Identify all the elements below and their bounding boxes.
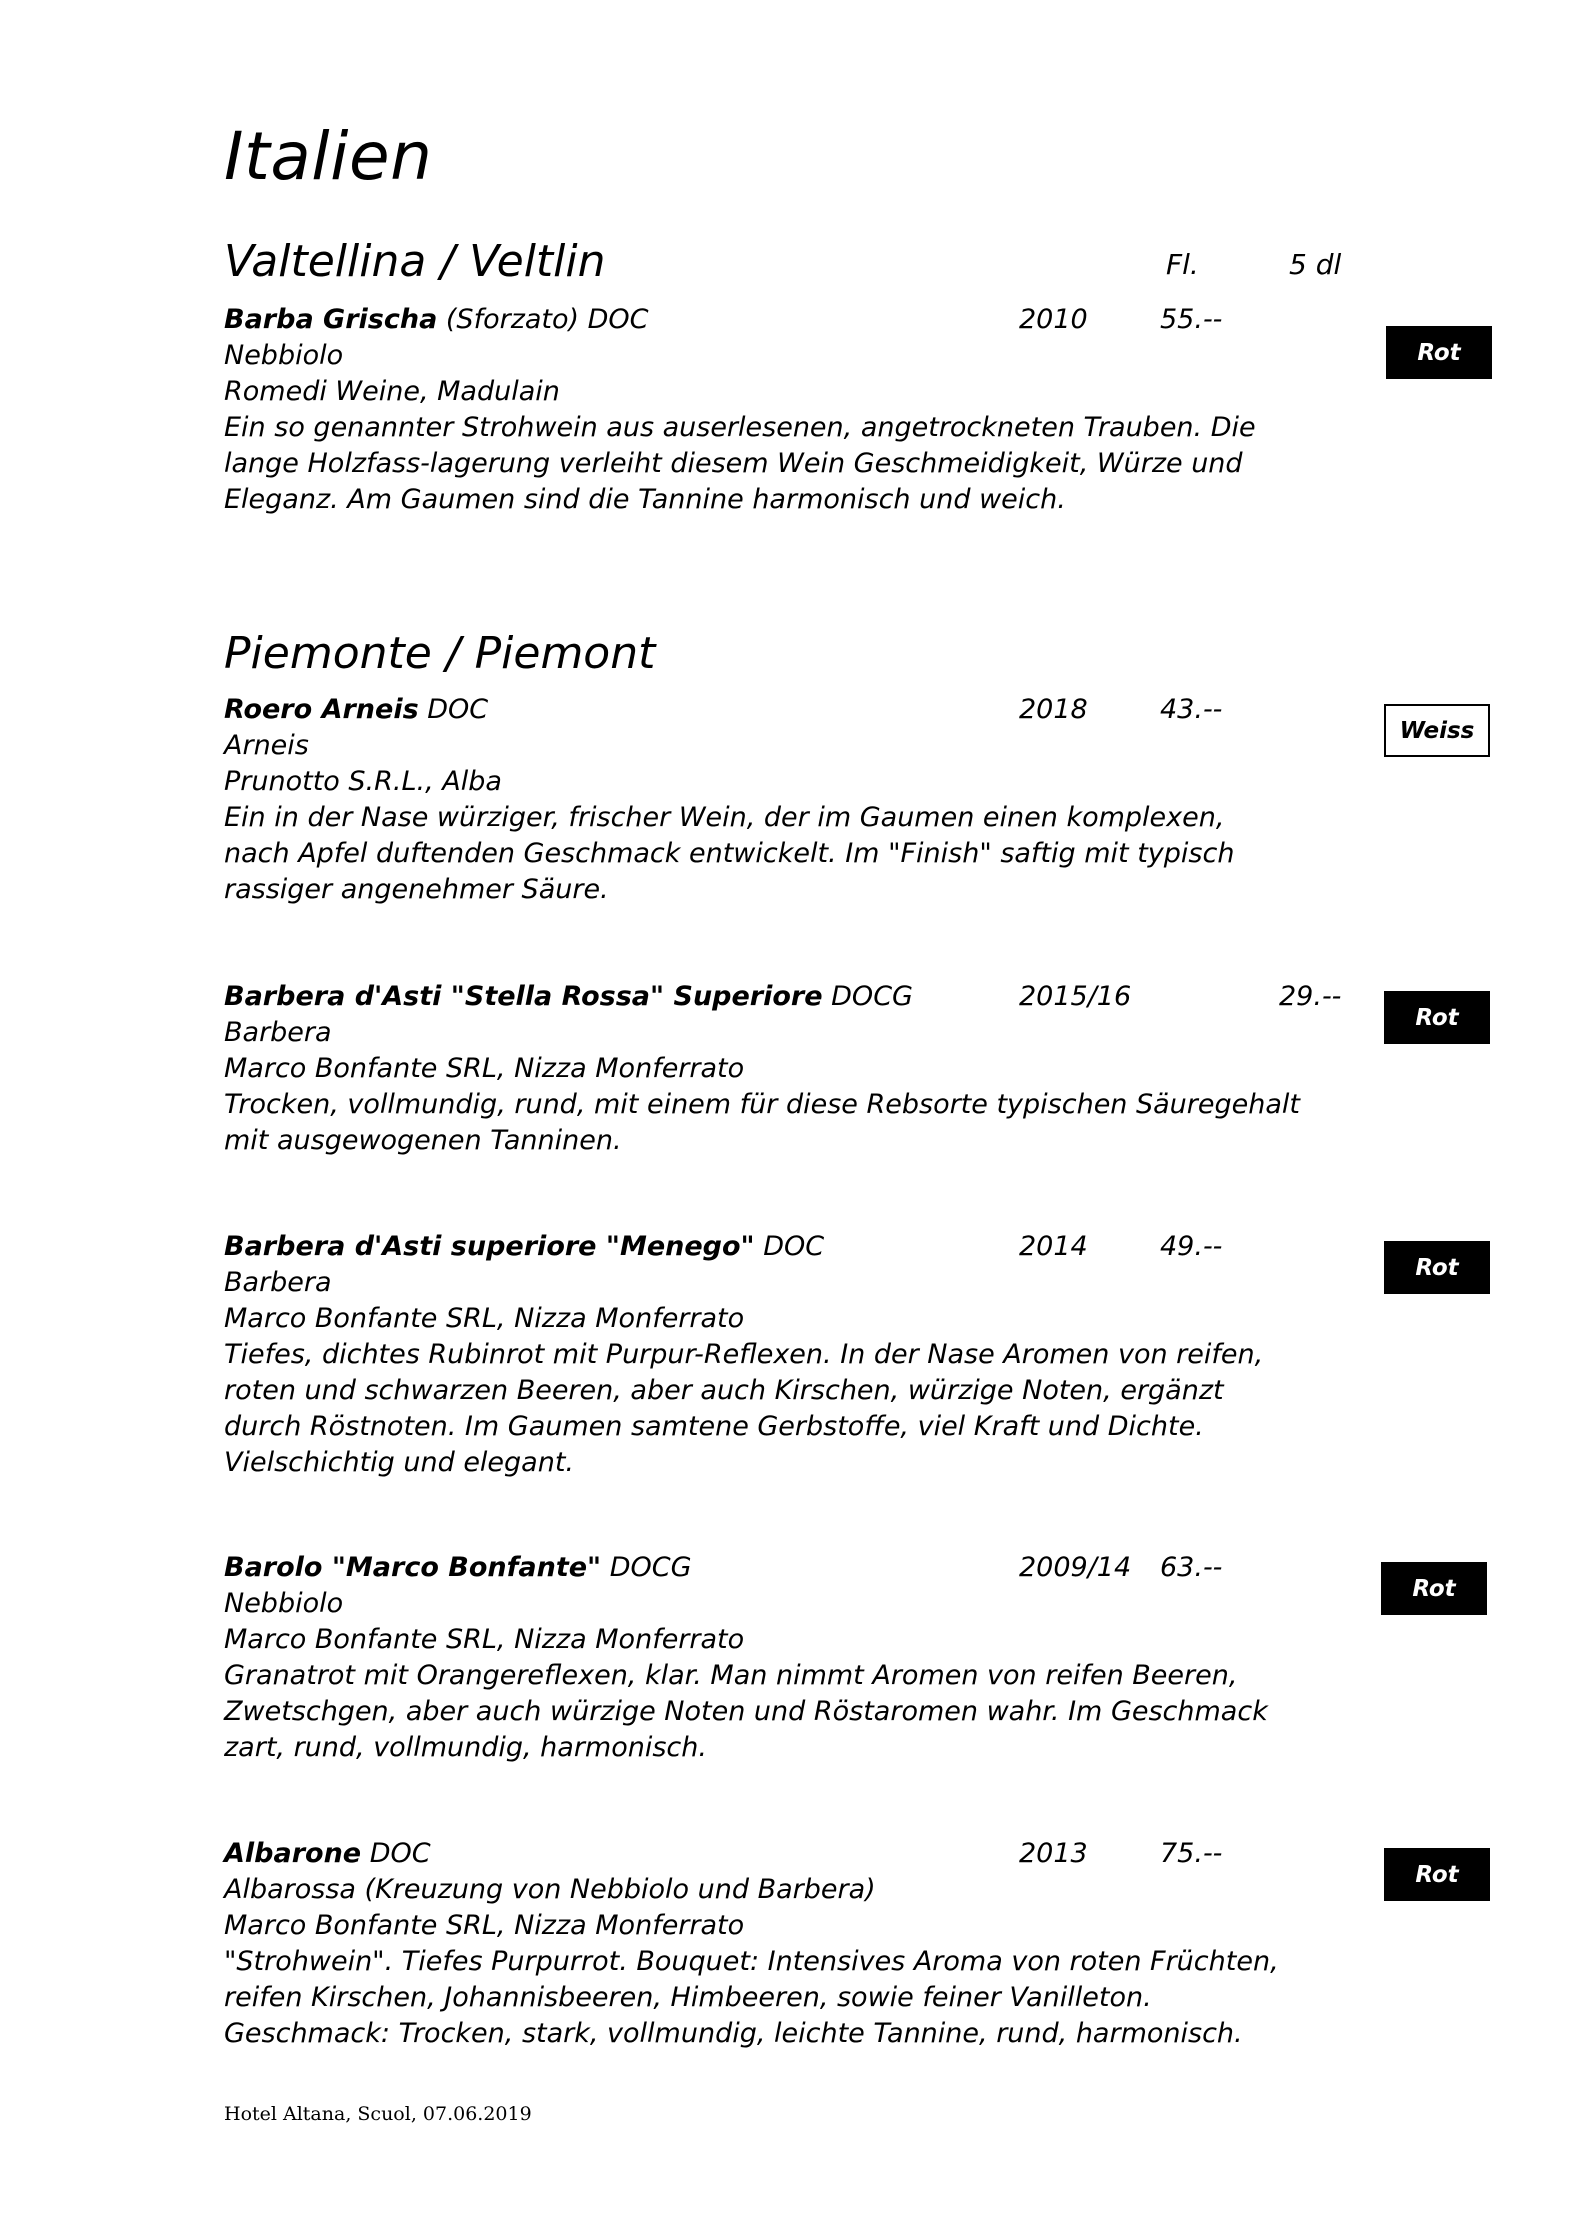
wine-classification: DOC <box>418 694 489 725</box>
wine-vintage: 2015/16 <box>1019 981 1132 1012</box>
wine-grape: Nebbiolo <box>224 340 344 371</box>
wine-grape: Barbera <box>224 1267 332 1298</box>
region-heading-piemonte: Piemonte / Piemont <box>224 628 656 679</box>
wine-name <box>224 1550 692 1586</box>
wine-description-line: mit ausgewogenen Tanninen. <box>224 1125 622 1156</box>
wine-type-badge: Rot <box>1384 1848 1490 1901</box>
wine-description-line: rassiger angenehmer Säure. <box>224 874 609 905</box>
wine-description-line: Eleganz. Am Gaumen sind die Tannine harmonisch und weich. <box>224 484 1066 515</box>
region-heading-valtellina: Valtellina / Veltlin <box>224 236 606 287</box>
column-header-5dl: 5 dl <box>1289 248 1342 281</box>
wine-grape: Arneis <box>224 730 309 761</box>
wine-description-line: durch Röstnoten. Im Gaumen samtene Gerbstoffe, viel Kraft und Dichte. <box>224 1411 1204 1442</box>
wine-type-badge: Rot <box>1384 1241 1490 1294</box>
wine-description-line: zart, rund, vollmundig, harmonisch. <box>224 1732 707 1763</box>
wine-description-line: roten und schwarzen Beeren, aber auch Kirschen, würzige Noten, ergänzt <box>224 1375 1224 1406</box>
wine-entry <box>224 692 1524 992</box>
wine-price: 29.-- <box>1279 981 1342 1012</box>
wine-entry <box>224 1550 1524 1850</box>
wine-classification: DOCG <box>601 1552 692 1583</box>
wine-description-line: Ein in der Nase würziger, frischer Wein, der im Gaumen einen komplexen, <box>224 802 1225 833</box>
wine-type-badge: Rot <box>1386 326 1492 379</box>
wine-name <box>224 302 649 338</box>
wine-type-badge: Weiss <box>1384 704 1490 757</box>
wine-grape: Albarossa (Kreuzung von Nebbiolo und Barbera) <box>224 1874 876 1905</box>
wine-description-line: Zwetschgen, aber auch würzige Noten und Röstaromen wahr. Im Geschmack <box>224 1696 1268 1727</box>
wine-grape: Nebbiolo <box>224 1588 344 1619</box>
wine-price: 63.-- <box>1160 1552 1223 1583</box>
wine-price: 75.-- <box>1160 1838 1223 1869</box>
wine-producer: Romedi Weine, Madulain <box>224 376 560 407</box>
wine-name-bold: Barolo "Marco Bonfante" <box>224 1552 602 1583</box>
wine-vintage: 2014 <box>1019 1231 1088 1262</box>
wine-price: 55.-- <box>1160 304 1223 335</box>
wine-description-line: nach Apfel duftenden Geschmack entwickelt. Im "Finish" saftig mit typisch <box>224 838 1235 869</box>
wine-name <box>224 1836 431 1872</box>
wine-entry <box>224 302 1524 602</box>
wine-price: 49.-- <box>1160 1231 1223 1262</box>
column-header-bottle: Fl. <box>1166 248 1199 281</box>
wine-description-line: lange Holzfass-lagerung verleiht diesem Wein Geschmeidigkeit, Würze und <box>224 448 1243 479</box>
wine-producer: Prunotto S.R.L., Alba <box>224 766 502 797</box>
wine-description-line: Vielschichtig und elegant. <box>224 1447 575 1478</box>
wine-type-badge: Rot <box>1384 991 1490 1044</box>
wine-type-badge: Rot <box>1381 1562 1487 1615</box>
wine-price: 43.-- <box>1160 694 1223 725</box>
wine-entry <box>224 1229 1524 1529</box>
wine-classification: DOC <box>754 1231 825 1262</box>
wine-name-bold: Barbera d'Asti "Stella Rossa" Superiore <box>224 981 823 1012</box>
wine-description-line: Trocken, vollmundig, rund, mit einem für diese Rebsorte typischen Säuregehalt <box>224 1089 1301 1120</box>
wine-description-line: "Strohwein". Tiefes Purpurrot. Bouquet: Intensives Aroma von roten Früchten, <box>224 1946 1279 1977</box>
wine-classification: (Sforzato) DOC <box>437 304 649 335</box>
wine-description-line: Tiefes, dichtes Rubinrot mit Purpur-Reflexen. In der Nase Aromen von reifen, <box>224 1339 1264 1370</box>
wine-name <box>224 1229 824 1265</box>
wine-vintage: 2009/14 <box>1019 1552 1132 1583</box>
wine-name-bold: Barbera d'Asti superiore "Menego" <box>224 1231 755 1262</box>
wine-producer: Marco Bonfante SRL, Nizza Monferrato <box>224 1624 745 1655</box>
wine-description-line: Ein so genannter Strohwein aus auserlesenen, angetrockneten Trauben. Die <box>224 412 1256 443</box>
wine-vintage: 2013 <box>1019 1838 1088 1869</box>
wine-description-line: Granatrot mit Orangereflexen, klar. Man nimmt Aromen von reifen Beeren, <box>224 1660 1238 1691</box>
wine-vintage: 2018 <box>1019 694 1088 725</box>
page-title: Italien <box>224 118 433 195</box>
wine-producer: Marco Bonfante SRL, Nizza Monferrato <box>224 1910 745 1941</box>
wine-producer: Marco Bonfante SRL, Nizza Monferrato <box>224 1053 745 1084</box>
wine-vintage: 2010 <box>1019 304 1088 335</box>
wine-grape: Barbera <box>224 1017 332 1048</box>
wine-name-bold: Barba Grischa <box>224 304 438 335</box>
wine-entry <box>224 1836 1524 2136</box>
wine-name-bold: Albarone <box>224 1838 362 1869</box>
wine-description-line: reifen Kirschen, Johannisbeeren, Himbeeren, sowie feiner Vanilleton. <box>224 1982 1152 2013</box>
footer-text: Hotel Altana, Scuol, 07.06.2019 <box>224 2103 532 2125</box>
wine-name <box>224 979 913 1015</box>
wine-name-bold: Roero Arneis <box>224 694 419 725</box>
wine-classification: DOC <box>361 1838 431 1869</box>
wine-producer: Marco Bonfante SRL, Nizza Monferrato <box>224 1303 745 1334</box>
wine-description-line: Geschmack: Trocken, stark, vollmundig, leichte Tannine, rund, harmonisch. <box>224 2018 1243 2049</box>
wine-classification: DOCG <box>822 981 913 1012</box>
wine-name <box>224 692 488 728</box>
